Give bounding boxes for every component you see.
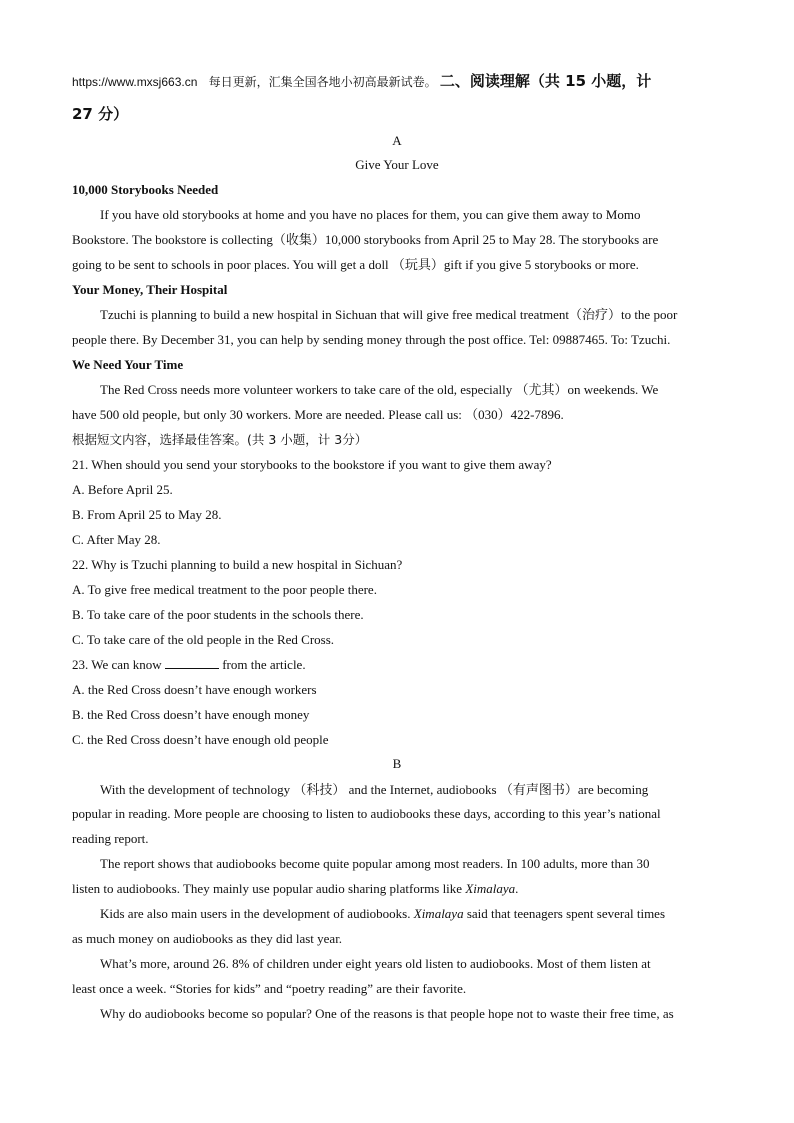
text-segment: said that teenagers spent several times — [466, 906, 666, 921]
question-stem — [72, 656, 722, 674]
instruction-text: 根据短文内容，选择最佳答案。(共 3 小题，计 3分） — [72, 432, 368, 447]
passage-a-title: Give Your Love — [355, 157, 439, 172]
paragraph-line: Tzuchi is planning to build a new hospital in Sichuan that will give free medical treatment（治疗）to the poor — [100, 307, 678, 322]
paragraph-line — [72, 880, 722, 898]
passage-b-letter: B — [392, 756, 402, 771]
answer-option: C. the Red Cross doesn’t have enough old people — [72, 732, 329, 747]
paragraph-line: have 500 old people, but only 30 workers. More are needed. Please call us: （030）422-7896. — [72, 407, 564, 422]
text-segment: . — [515, 881, 519, 896]
paragraph-line: With the development of technology （科技） and the Internet, audiobooks （有声图书）are becoming — [100, 782, 649, 797]
answer-option: B. From April 25 to May 28. — [72, 507, 222, 522]
paragraph-line: least once a week. “Stories for kids” and “poetry reading” are their favorite. — [72, 981, 467, 996]
paragraph-line: If you have old storybooks at home and you have no places for them, you can give them away to Momo — [100, 207, 641, 222]
question-stem: 21. When should you send your storybooks to the bookstore if you want to give them away? — [72, 457, 552, 472]
text-segment: Kids are also main users in the development of audiobooks. — [100, 906, 411, 921]
paragraph-line: reading report. — [72, 831, 149, 846]
paragraph-line: popular in reading. More people are choosing to listen to audiobooks these days, according to this year’s national — [72, 806, 661, 821]
page-header — [72, 72, 722, 91]
paragraph-line: going to be sent to schools in poor places. You will get a doll （玩具）gift if you give 5 storybooks or more. — [72, 257, 639, 272]
paragraph-line — [100, 905, 722, 923]
paragraph-line: The report shows that audiobooks become quite popular among most readers. In 100 adults, more than 30 — [100, 856, 650, 871]
paragraph-line: Why do audiobooks become so popular? One of the reasons is that people hope not to waste their free time, as — [100, 1006, 674, 1021]
heading-storybooks: 10,000 Storybooks Needed — [72, 182, 219, 197]
section-title: 二、阅读理解（共 15 小题，计 — [439, 72, 652, 90]
brand-name: Ximalaya — [465, 881, 516, 896]
section-title-continued: 27 分） — [72, 105, 129, 123]
paragraph-line: What’s more, around 26. 8% of children under eight years old listen to audiobooks. Most of them listen at — [100, 956, 651, 971]
question-stem-end: from the article. — [222, 657, 306, 672]
passage-a-letter: A — [392, 133, 402, 148]
answer-option: B. To take care of the poor students in the schools there. — [72, 607, 364, 622]
text-segment: listen to audiobooks. They mainly use popular audio sharing platforms like — [72, 881, 463, 896]
answer-option: B. the Red Cross doesn’t have enough money — [72, 707, 310, 722]
paragraph-line: Bookstore. The bookstore is collecting（收集）10,000 storybooks from April 25 to May 28. The storybooks are — [72, 232, 659, 247]
brand-name: Ximalaya — [413, 906, 464, 921]
header-note: 每日更新，汇集全国各地小初高最新试卷。 — [208, 75, 437, 89]
answer-option: C. After May 28. — [72, 532, 161, 547]
answer-blank — [165, 656, 219, 669]
paragraph-line: as much money on audiobooks as they did last year. — [72, 931, 343, 946]
answer-option: A. To give free medical treatment to the poor people there. — [72, 582, 377, 597]
header-url[interactable]: https://www.mxsj663.cn — [72, 75, 198, 89]
question-stem-start: 23. We can know — [72, 657, 162, 672]
question-stem: 22. Why is Tzuchi planning to build a new hospital in Sichuan? — [72, 557, 403, 572]
answer-option: A. Before April 25. — [72, 482, 173, 497]
paragraph-line: people there. By December 31, you can help by sending money through the post office. Tel: 09887465. To: Tzuchi. — [72, 332, 671, 347]
answer-option: A. the Red Cross doesn’t have enough workers — [72, 682, 317, 697]
paragraph-line: The Red Cross needs more volunteer workers to take care of the old, especially （尤其）on weekends. We — [100, 382, 659, 397]
heading-hospital: Your Money, Their Hospital — [72, 282, 228, 297]
answer-option: C. To take care of the old people in the Red Cross. — [72, 632, 335, 647]
heading-time: We Need Your Time — [72, 357, 184, 372]
